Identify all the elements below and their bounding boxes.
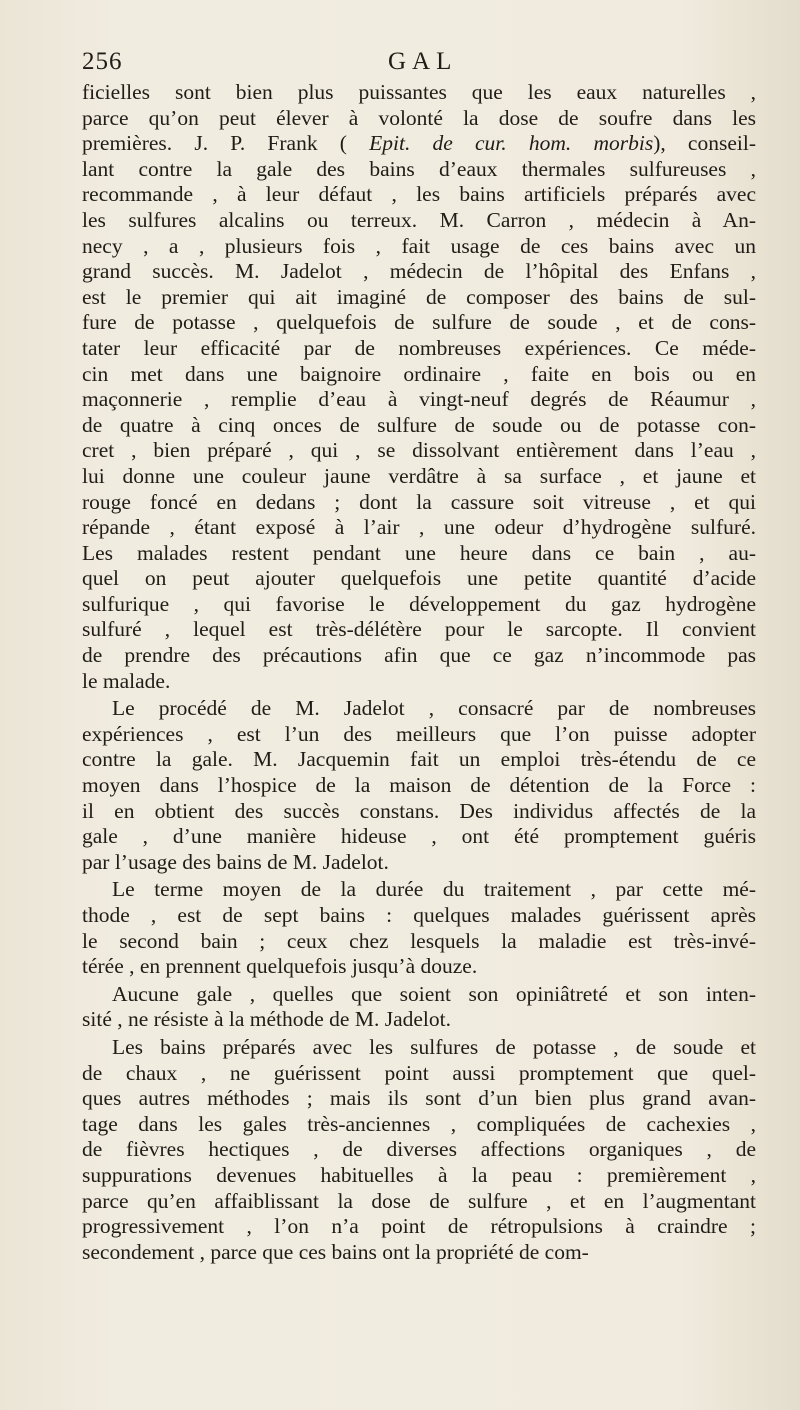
text-line: de quatre à cinq onces de sulfure de soude ou de potasse con-: [82, 412, 756, 437]
text-line: expériences , est l’un des meilleurs que l’on puisse adopter: [82, 721, 756, 746]
text-line: ques autres méthodes ; mais ils sont d’un bien plus grand avan-: [82, 1086, 756, 1111]
text-line: grand succès. M. Jadelot , médecin de l’hôpital des Enfans ,: [82, 259, 756, 284]
text-line: est le premier qui ait imaginé de composer des bains de sul-: [82, 284, 756, 309]
text-line: Aucune gale , quelles que soient son opiniâtreté et son inten-: [112, 981, 756, 1006]
text-line: de chaux , ne guérissent point aussi promptement que quel-: [82, 1060, 756, 1085]
text-line: Les bains préparés avec les sulfures de potasse , de soude et: [112, 1034, 756, 1059]
paragraph: [82, 877, 756, 979]
text-line: premières. J. P. Frank ( Epit. de cur. hom. morbis), conseil-: [82, 131, 756, 156]
text-line: répande , étant exposé à l’air , une odeur d’hydrogène sulfuré.: [82, 515, 756, 540]
text-line: les sulfures alcalins ou terreux. M. Carron , médecin à An-: [82, 207, 756, 232]
paragraph: [82, 80, 756, 694]
page-number: 256: [82, 48, 123, 75]
text-line: moyen dans l’hospice de la maison de détention de la Force :: [82, 773, 756, 798]
text-line: cin met dans une baignoire ordinaire , faite en bois ou en: [82, 361, 756, 386]
paragraph: [82, 696, 756, 875]
text-line: recommande , à leur défaut , les bains artificiels préparés avec: [82, 182, 756, 207]
text-line: necy , a , plusieurs fois , fait usage de ces bains avec un: [82, 233, 756, 258]
text-line: de prendre des précautions afin que ce gaz n’incommode pas: [82, 643, 756, 668]
text-line: par l’usage des bains de M. Jadelot.: [82, 849, 389, 874]
text-line: fure de potasse , quelquefois de sulfure de soude , et de cons-: [82, 310, 756, 335]
text-line: Les malades restent pendant une heure dans ce bain , au-: [82, 540, 756, 565]
text-line: lui donne une couleur jaune verdâtre à sa surface , et jaune et: [82, 463, 756, 488]
text-line: de fièvres hectiques , de diverses affections organiques , de: [82, 1137, 756, 1162]
text-line: gale , d’une manière hideuse , ont été promptement guéris: [82, 824, 756, 849]
paragraph: [82, 1035, 756, 1265]
text-line: quel on peut ajouter quelquefois une petite quantité d’acide: [82, 566, 756, 591]
text-line: sulfurique , qui favorise le développement du gaz hydrogène: [82, 591, 756, 616]
text-line: suppurations devenues habituelles à la peau : premièrement ,: [82, 1162, 756, 1187]
text-line: Le terme moyen de la durée du traitement , par cette mé-: [112, 877, 756, 902]
text-line: rouge foncé en dedans ; dont la cassure soit vitreuse , et qui: [82, 489, 756, 514]
text-line: progressivement , l’on n’a point de rétropulsions à craindre ;: [82, 1214, 756, 1239]
text-line: parce qu’on peut élever à volonté la dose de soufre dans les: [82, 105, 756, 130]
text-line: sulfuré , lequel est très-délétère pour le sarcopte. Il convient: [82, 617, 756, 642]
text-line: ficielles sont bien plus puissantes que les eaux naturelles ,: [82, 80, 756, 104]
text-line: tater leur efficacité par de nombreuses expériences. Ce méde-: [82, 335, 756, 360]
running-title: GAL: [388, 48, 458, 75]
running-head: [82, 48, 756, 78]
cited-title: Epit. de cur. hom. morbis: [369, 131, 654, 156]
text-line: le second bain ; ceux chez lesquels la maladie est très-invé-: [82, 928, 756, 953]
text-line: le malade.: [82, 668, 171, 693]
text-line: tage dans les gales très-anciennes , compliquées de cachexies ,: [82, 1111, 756, 1136]
text-line: sité , ne résiste à la méthode de M. Jadelot.: [82, 1007, 451, 1032]
text-line: Le procédé de M. Jadelot , consacré par de nombreuses: [112, 696, 756, 721]
paragraph: [82, 982, 756, 1033]
text-line: parce qu’en affaiblissant la dose de sulfure , et en l’augmentant: [82, 1188, 756, 1213]
text-line: contre la gale. M. Jacquemin fait un emploi très-étendu de ce: [82, 747, 756, 772]
text-line: térée , en prennent quelquefois jusqu’à douze.: [82, 954, 478, 979]
text-line: maçonnerie , remplie d’eau à vingt-neuf degrés de Réaumur ,: [82, 387, 756, 412]
text-line: il en obtient des succès constans. Des individus affectés de la: [82, 798, 756, 823]
body-text: [82, 80, 756, 1265]
text-line: cret , bien préparé , qui , se dissolvant entièrement dans l’eau ,: [82, 438, 756, 463]
text-line: secondement , parce que ces bains ont la propriété de com-: [82, 1239, 589, 1264]
text-line: lant contre la gale des bains d’eaux thermales sulfureuses ,: [82, 156, 756, 181]
text-line: thode , est de sept bains : quelques malades guérissent après: [82, 903, 756, 927]
